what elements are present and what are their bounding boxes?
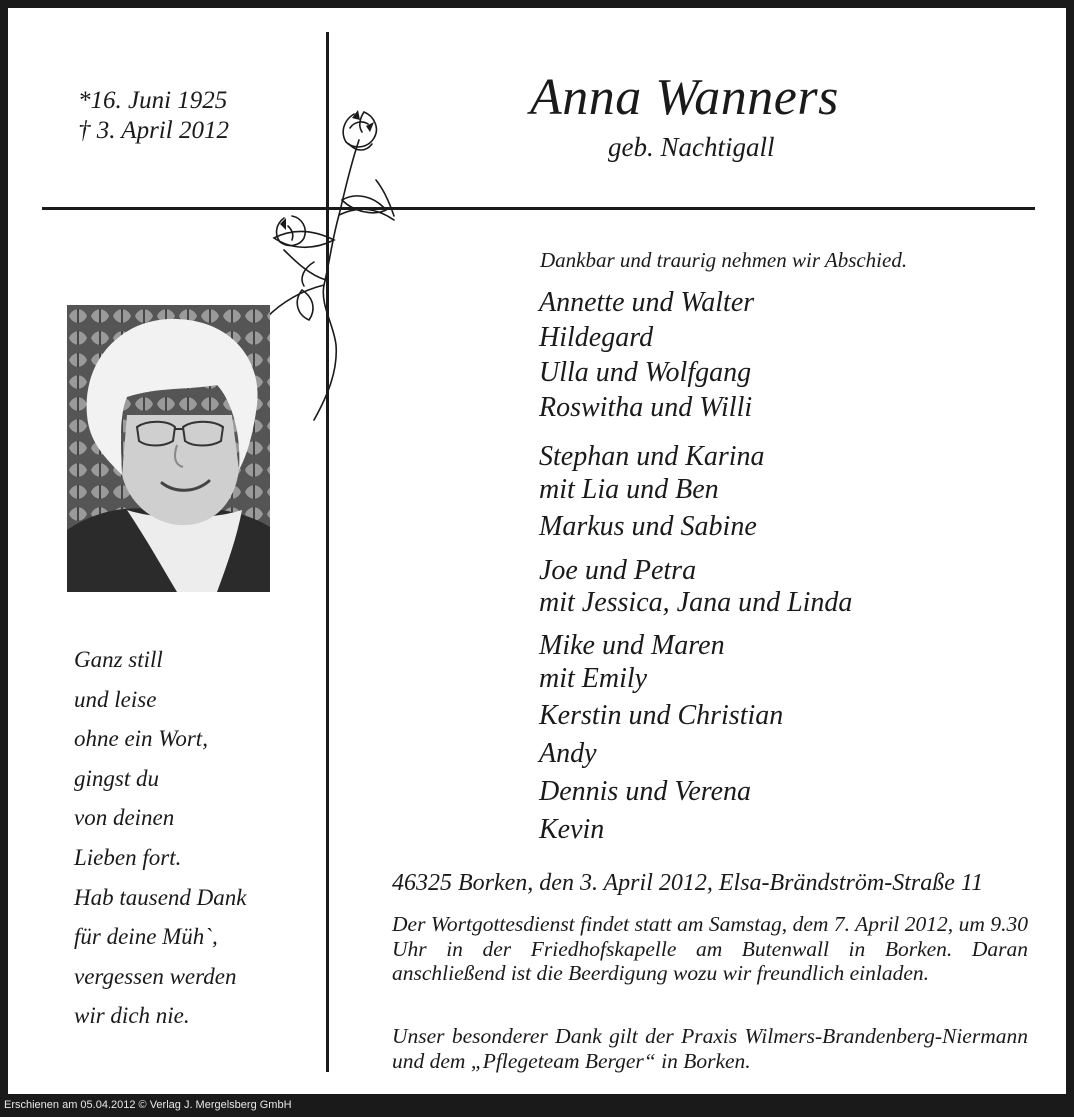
- deceased-portrait: [67, 305, 270, 592]
- mourner-line: mit Lia und Ben: [539, 474, 719, 505]
- publication-footer: Erschienen am 05.04.2012 © Verlag J. Mergelsberg GmbH: [4, 1099, 292, 1111]
- poem-line: vergessen werden: [74, 963, 237, 989]
- mourner-line: Ulla und Wolfgang: [539, 357, 752, 388]
- mourner-line: Annette und Walter: [539, 287, 755, 318]
- mourner-line: mit Emily: [539, 663, 648, 694]
- farewell-intro: Dankbar und traurig nehmen wir Abschied.: [540, 248, 908, 272]
- mourner-line: Kevin: [539, 814, 605, 845]
- thanks-notice: Unser besonderer Dank gilt der Praxis Wilmers-Brandenberg-Niermann und dem „Pflegeteam Berger“ in Borken.: [392, 1024, 1028, 1073]
- death-date: † 3. April 2012: [78, 117, 229, 144]
- portrait-image: [67, 305, 270, 592]
- poem-line: gingst du: [74, 765, 159, 791]
- poem-line: Hab tausend Dank: [74, 884, 247, 910]
- obituary-card: [8, 8, 1066, 1094]
- maiden-name: geb. Nachtigall: [608, 132, 775, 162]
- cross-horizontal-line: [42, 207, 1035, 210]
- poem-line: Ganz still: [74, 647, 163, 672]
- poem-line: für deine Müh`,: [74, 924, 218, 950]
- life-dates: [78, 86, 229, 146]
- mourner-line: Markus und Sabine: [539, 511, 757, 542]
- poem-line: und leise: [74, 686, 157, 712]
- birth-date: *16. Juni 1925: [78, 87, 228, 114]
- mourner-line: Stephan und Karina: [539, 441, 765, 472]
- poem: [74, 640, 246, 1036]
- poem-line: von deinen: [74, 805, 175, 831]
- rose-illustration-icon: [254, 100, 404, 422]
- address-line: 46325 Borken, den 3. April 2012, Elsa-Brändström-Straße 11: [392, 870, 984, 896]
- service-notice: Der Wortgottesdienst findet statt am Samstag, dem 7. April 2012, um 9.30 Uhr in der Friedhofskapelle am Butenwall in Borken. Daran anschließend ist die Beerdigung wozu wir freundlich einladen.: [392, 912, 1028, 985]
- mourner-line: mit Jessica, Jana und Linda: [539, 587, 853, 618]
- poem-line: Lieben fort.: [74, 844, 182, 870]
- mourner-line: Andy: [539, 738, 597, 769]
- mourner-line: Joe und Petra: [539, 555, 697, 586]
- mourner-line: Kerstin und Christian: [539, 700, 784, 731]
- poem-line: ohne ein Wort,: [74, 726, 208, 752]
- mourner-line: Mike und Maren: [539, 630, 725, 661]
- deceased-name: Anna Wanners: [530, 69, 839, 126]
- mourner-line: Hildegard: [539, 322, 654, 353]
- poem-line: wir dich nie.: [74, 1003, 190, 1029]
- mourner-line: Roswitha und Willi: [539, 392, 753, 423]
- mourner-line: Dennis und Verena: [539, 776, 752, 807]
